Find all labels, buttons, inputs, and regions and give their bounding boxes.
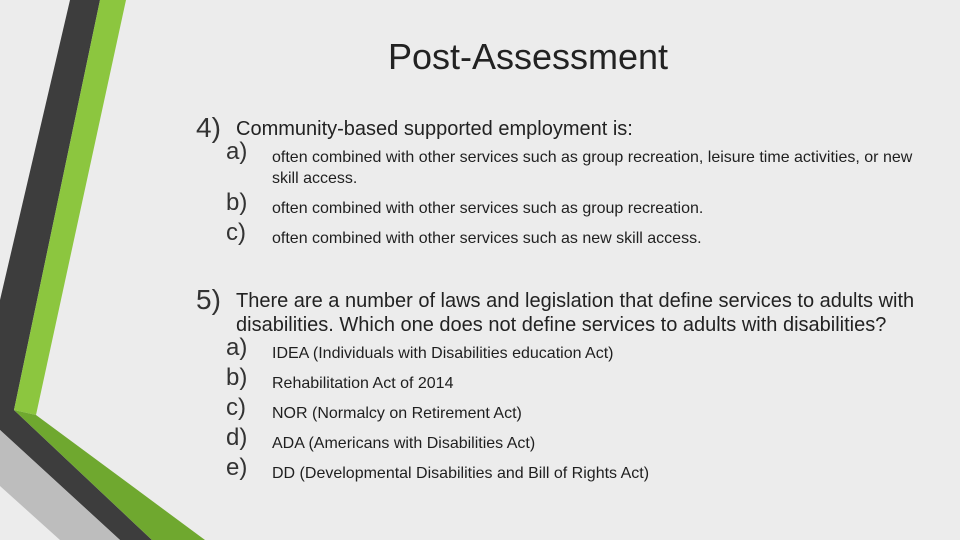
option-e — [226, 454, 916, 484]
question-text: There are a number of laws and legislation that define services to adults with disabilities. Which one does not define services to adults with disabilities? — [236, 290, 915, 336]
option-b — [226, 189, 916, 219]
option-b — [226, 364, 916, 394]
option-text: often combined with other services such as group recreation. — [272, 200, 704, 217]
question-number: 4) — [196, 112, 221, 143]
option-text: ADA (Americans with Disabilities Act) — [272, 435, 536, 452]
option-a — [226, 334, 916, 364]
option-a — [226, 138, 916, 189]
option-letter: d) — [226, 424, 248, 451]
question-4 — [196, 112, 916, 258]
option-letter: b) — [226, 189, 248, 216]
option-letter: b) — [226, 364, 248, 391]
slide-title: Post-Assessment — [387, 36, 669, 77]
option-text: NOR (Normalcy on Retirement Act) — [272, 405, 522, 422]
question-text: Community-based supported employment is: — [236, 118, 633, 140]
question-5 — [196, 284, 916, 493]
option-letter: c) — [226, 394, 246, 421]
option-c — [226, 219, 916, 249]
question-number: 5) — [196, 284, 221, 315]
option-letter: a) — [226, 138, 248, 165]
option-text: Rehabilitation Act of 2014 — [272, 375, 454, 392]
option-text: IDEA (Individuals with Disabilities education Act) — [272, 345, 614, 362]
option-text: often combined with other services such as group recreation, leisure time activities, or new skill access. — [272, 149, 913, 187]
option-letter: e) — [226, 454, 248, 481]
option-text: often combined with other services such as new skill access. — [272, 230, 702, 247]
option-letter: a) — [226, 334, 248, 361]
option-letter: c) — [226, 219, 246, 246]
option-list — [226, 138, 916, 249]
option-d — [226, 424, 916, 454]
option-list — [226, 334, 916, 484]
option-text: DD (Developmental Disabilities and Bill of Rights Act) — [272, 465, 650, 482]
option-c — [226, 394, 916, 424]
